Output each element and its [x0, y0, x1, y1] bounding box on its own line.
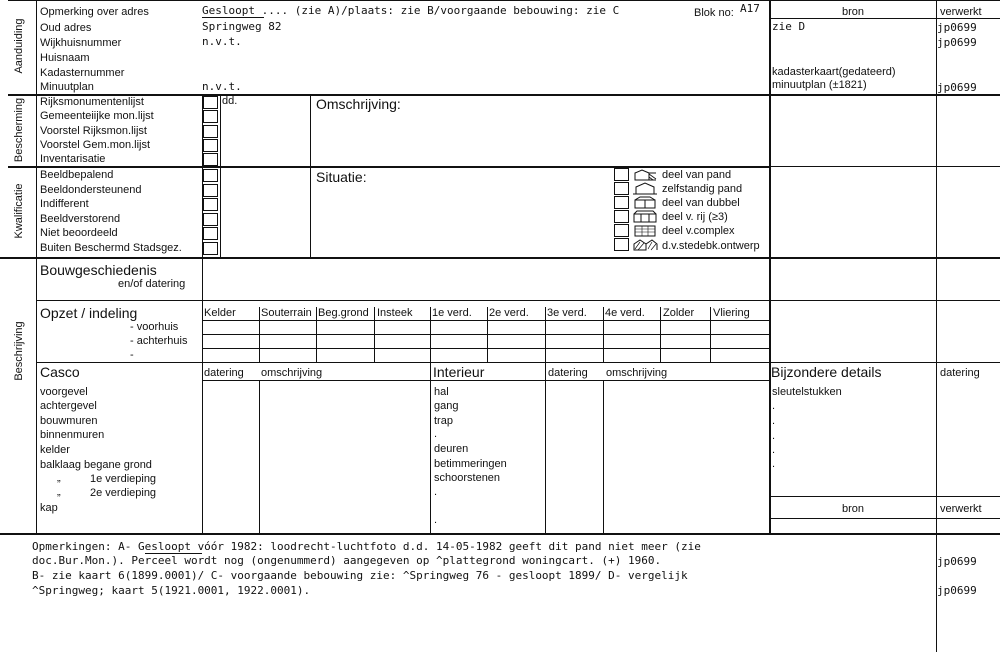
item-beeldbepalend: Beeldbepalend	[40, 169, 114, 181]
checkbox-inventarisatie[interactable]	[203, 153, 218, 166]
checkbox-deel-van-dubbel[interactable]	[614, 196, 629, 209]
divider-bouw-right	[770, 300, 1000, 301]
casco-dat-line	[202, 362, 203, 533]
sidebar-line	[36, 0, 37, 533]
bron-minuutplan: minuutplan (±1821)	[772, 79, 867, 91]
dd-label: dd.	[222, 95, 238, 107]
casco-kap: kap	[40, 502, 58, 514]
checkbox-deel-v-rij[interactable]	[614, 210, 629, 223]
value-opmerking-adres: Gesloopt .... (zie A)/plaats: zie B/voorgaande bebouwing: zie C	[202, 4, 620, 17]
opzet-row-line-3	[202, 348, 770, 349]
situatie-deel-v-complex: deel v.complex	[662, 225, 735, 237]
situatie-label: Situatie:	[316, 169, 367, 185]
interieur-dot-1: .	[434, 428, 438, 440]
interieur-betimmeringen: betimmeringen	[434, 458, 507, 470]
divider-aanduiding	[8, 94, 1000, 96]
bijzondere-datering-header: datering	[940, 367, 980, 379]
item-beeldverstorend: Beeldverstorend	[40, 213, 121, 225]
casco-ditto-1: „	[57, 472, 61, 484]
label-huisnaam: Huisnaam	[40, 52, 90, 64]
floor-kelder: Kelder	[204, 307, 236, 319]
opzet-col-9	[710, 307, 711, 362]
opmerkingen-verwerkt-1: jp0699	[937, 555, 977, 568]
checkbox-beeldverstorend[interactable]	[203, 213, 218, 226]
item-gemeentelijke-monlijst: Gemeenteiijke mon.lijst	[40, 110, 154, 122]
chk-col-line-right	[220, 94, 221, 257]
divider-bron2	[770, 518, 1000, 519]
opzet-row-line-2	[202, 334, 770, 335]
label-wijkhuisnummer: Wijkhuisnummer	[40, 37, 122, 49]
opmerkingen-verwerkt-2: jp0699	[937, 584, 977, 597]
label-oud-adres: Oud adres	[40, 22, 92, 34]
interieur-omschr-line	[603, 380, 604, 533]
underline-gesloopt	[202, 17, 264, 18]
interieur-dot-2: .	[434, 486, 438, 498]
casco-kelder: kelder	[40, 444, 70, 456]
divider-kwalificatie	[0, 257, 1000, 259]
checkbox-rijksmonumentenlijst[interactable]	[203, 96, 218, 109]
checkbox-zelfstandig-pand[interactable]	[614, 182, 629, 195]
casco-omschr-line	[259, 380, 260, 533]
situatie-deel-van-dubbel: deel van dubbel	[662, 197, 740, 209]
deel-van-dubbel-icon	[632, 196, 658, 209]
checkbox-indifferent[interactable]	[203, 198, 218, 211]
interieur-dot-3: .	[434, 514, 438, 526]
situatie-deel-v-rij: deel v. rij (≥3)	[662, 211, 728, 223]
floor-zolder: Zolder	[663, 307, 695, 319]
omschr-left-line	[310, 94, 311, 257]
side-label-kwalificatie: Kwalificatie	[13, 183, 25, 239]
bijzondere-label: Bijzondere details	[771, 364, 882, 380]
checkbox-deel-van-pand[interactable]	[614, 168, 629, 181]
bijzondere-dot-2: .	[772, 415, 776, 427]
en-of-datering-label: en/of datering	[118, 278, 186, 290]
interieur-deuren: deuren	[434, 443, 469, 455]
opzet-col-0	[202, 300, 203, 362]
interieur-gang: gang	[434, 400, 459, 412]
zelfstandig-pand-icon	[632, 182, 658, 195]
casco-1e-verdieping: 1e verdieping	[90, 473, 157, 485]
opzet-col-8	[660, 307, 661, 362]
label-minuutplan: Minuutplan	[40, 81, 94, 93]
casco-datering-header: datering	[204, 367, 244, 379]
deel-van-pand-icon	[632, 168, 658, 181]
opzet-voorhuis: - voorhuis	[130, 321, 179, 333]
interieur-hal: hal	[434, 386, 449, 398]
interieur-label: Interieur	[433, 364, 485, 380]
divider-bescherming-right	[770, 166, 1000, 167]
casco-binnenmuren: binnenmuren	[40, 429, 105, 441]
bron-left-line	[769, 0, 771, 533]
floor-3e-verd: 3e verd.	[547, 307, 587, 319]
casco-header-line	[202, 380, 770, 381]
bouwgeschiedenis-label: Bouwgeschiedenis	[40, 262, 157, 278]
checkbox-voorstel-rijksmon[interactable]	[203, 125, 218, 138]
verwerkt-minuutplan: jp0699	[937, 81, 977, 94]
bijzondere-dot-5: .	[772, 458, 776, 470]
situatie-zelfstandig-pand: zelfstandig pand	[662, 183, 743, 195]
opmerkingen-line-3: B- zie kaart 6(1899.0001)/ C- voorgaande bebouwing zie: ^Springweg 76 - gesloopt 1899/ D- vergelijk	[32, 569, 688, 582]
blok-value: A17	[740, 2, 760, 15]
checkbox-beeldondersteunend[interactable]	[203, 184, 218, 197]
opzet-col-5	[487, 307, 488, 362]
interieur-left-line	[430, 362, 431, 533]
opmerkingen-line-1: Opmerkingen: A- Gesloopt vóór 1982: loodrecht-luchtfoto d.d. 14-05-1982 geeft dit pand niet meer (zie	[32, 540, 701, 553]
floor-1e-verd: 1e verd.	[432, 307, 472, 319]
bijzondere-dot-3: .	[772, 430, 776, 442]
interieur-dat-line	[545, 362, 546, 533]
casco-voorgevel: voorgevel	[40, 386, 88, 398]
divider-opzet	[36, 362, 1000, 363]
deel-v-rij-icon	[632, 210, 658, 223]
floor-4e-verd: 4e verd.	[605, 307, 645, 319]
floor-souterrain: Souterrain	[261, 307, 312, 319]
bron-kadaster: kadasterkaart(gedateerd)	[772, 66, 896, 78]
casco-balklaag: balklaag begane grond	[40, 459, 152, 471]
verwerkt-wijkhuisnummer: jp0699	[937, 36, 977, 49]
stedebk-ontwerp-icon	[632, 238, 658, 251]
item-rijksmonumentenlijst: Rijksmonumentenlijst	[40, 96, 144, 108]
item-voorstel-rijksmon: Voorstel Rijksmon.lijst	[40, 125, 147, 137]
checkbox-buiten-beschermd[interactable]	[203, 242, 218, 255]
opmerkingen-line-4: ^Springweg; kaart 5(1921.0001, 1922.0001).	[32, 584, 311, 597]
floor-beg-grond: Beg.grond	[318, 307, 369, 319]
blok-label: Blok no:	[694, 7, 734, 19]
item-voorstel-gemmon: Voorstel Gem.mon.lijst	[40, 139, 151, 151]
top-border	[8, 0, 1000, 1]
opzet-col-3	[374, 307, 375, 362]
opzet-row-line-1	[202, 320, 770, 321]
interieur-datering-header: datering	[548, 367, 588, 379]
situatie-dv-stedebk: d.v.stedebk.ontwerp	[662, 240, 760, 252]
side-label-bescherming: Bescherming	[13, 97, 25, 163]
checkbox-beeldbepalend[interactable]	[203, 169, 218, 182]
casco-omschrijving-header: omschrijving	[261, 367, 323, 379]
label-opmerking-adres: Opmerking over adres	[40, 6, 149, 18]
bron-oud-adres: zie D	[772, 20, 806, 33]
verwerkt-header-2: verwerkt	[940, 503, 982, 515]
opmerkingen-line-2: doc.Bur.Mon.). Perceel wordt nog (ongenummerd) aangegeven op ^plattegrond woningcart. (+) 1960.	[32, 554, 662, 567]
checkbox-gemeentelijke-monlijst[interactable]	[203, 110, 218, 123]
checkbox-dv-stedebk[interactable]	[614, 238, 629, 251]
bijzondere-sleutelstukken: sleutelstukken	[772, 386, 842, 398]
opzet-col-7	[603, 307, 604, 362]
verwerkt-header: verwerkt	[940, 6, 982, 18]
floor-2e-verd: 2e verd.	[489, 307, 529, 319]
opzet-col-4	[430, 307, 431, 362]
bron-header: bron	[841, 6, 865, 18]
casco-2e-verdieping: 2e verdieping	[90, 487, 157, 499]
bijzondere-dot-4: .	[772, 444, 776, 456]
interieur-trap: trap	[434, 415, 453, 427]
opzet-col-1	[259, 307, 260, 362]
floor-insteek: Insteek	[377, 307, 413, 319]
casco-ditto-2: „	[57, 486, 61, 498]
omschrijving-label: Omschrijving:	[316, 96, 401, 112]
casco-bouwmuren: bouwmuren	[40, 415, 98, 427]
opzet-extra: -	[130, 349, 134, 361]
deel-v-complex-icon	[632, 224, 658, 237]
item-buiten-beschermd: Buiten Beschermd Stadsgez.	[40, 242, 182, 254]
situatie-deel-van-pand: deel van pand	[662, 169, 732, 181]
casco-achtergevel: achtergevel	[40, 400, 97, 412]
opzet-label: Opzet / indeling	[40, 305, 138, 321]
casco-label: Casco	[40, 364, 80, 380]
label-kadasternummer: Kadasternummer	[40, 67, 125, 79]
value-wijkhuisnummer: n.v.t.	[202, 35, 242, 48]
bron-header-2: bron	[841, 503, 865, 515]
checkbox-voorstel-gemmon[interactable]	[203, 139, 218, 152]
floor-vliering: Vliering	[713, 307, 750, 319]
checkbox-deel-v-complex[interactable]	[614, 224, 629, 237]
divider-bijzondere	[770, 496, 1000, 497]
opzet-col-2	[316, 307, 317, 362]
interieur-schoorstenen: schoorstenen	[434, 472, 501, 484]
bijzondere-dot-1: .	[772, 400, 776, 412]
checkbox-niet-beoordeeld[interactable]	[203, 227, 218, 240]
opzet-achterhuis: - achterhuis	[130, 335, 188, 347]
opzet-col-6	[545, 307, 546, 362]
divider-opmerkingen	[0, 533, 1000, 535]
value-oud-adres: Springweg 82	[202, 20, 282, 33]
bouw-col-line	[202, 258, 203, 300]
divider-bouwgeschiedenis	[36, 300, 770, 301]
interieur-omschrijving-header: omschrijving	[606, 367, 668, 379]
side-label-beschrijving: Beschrijving	[13, 321, 25, 381]
side-label-aanduiding: Aanduiding	[13, 18, 25, 74]
item-niet-beoordeeld: Niet beoordeeld	[40, 227, 118, 239]
item-indifferent: Indifferent	[40, 198, 89, 210]
verwerkt-oud-adres: jp0699	[937, 21, 977, 34]
item-beeldondersteunend: Beeldondersteunend	[40, 184, 142, 196]
item-inventarisatie: Inventarisatie	[40, 153, 106, 165]
value-minuutplan: n.v.t.	[202, 80, 242, 93]
